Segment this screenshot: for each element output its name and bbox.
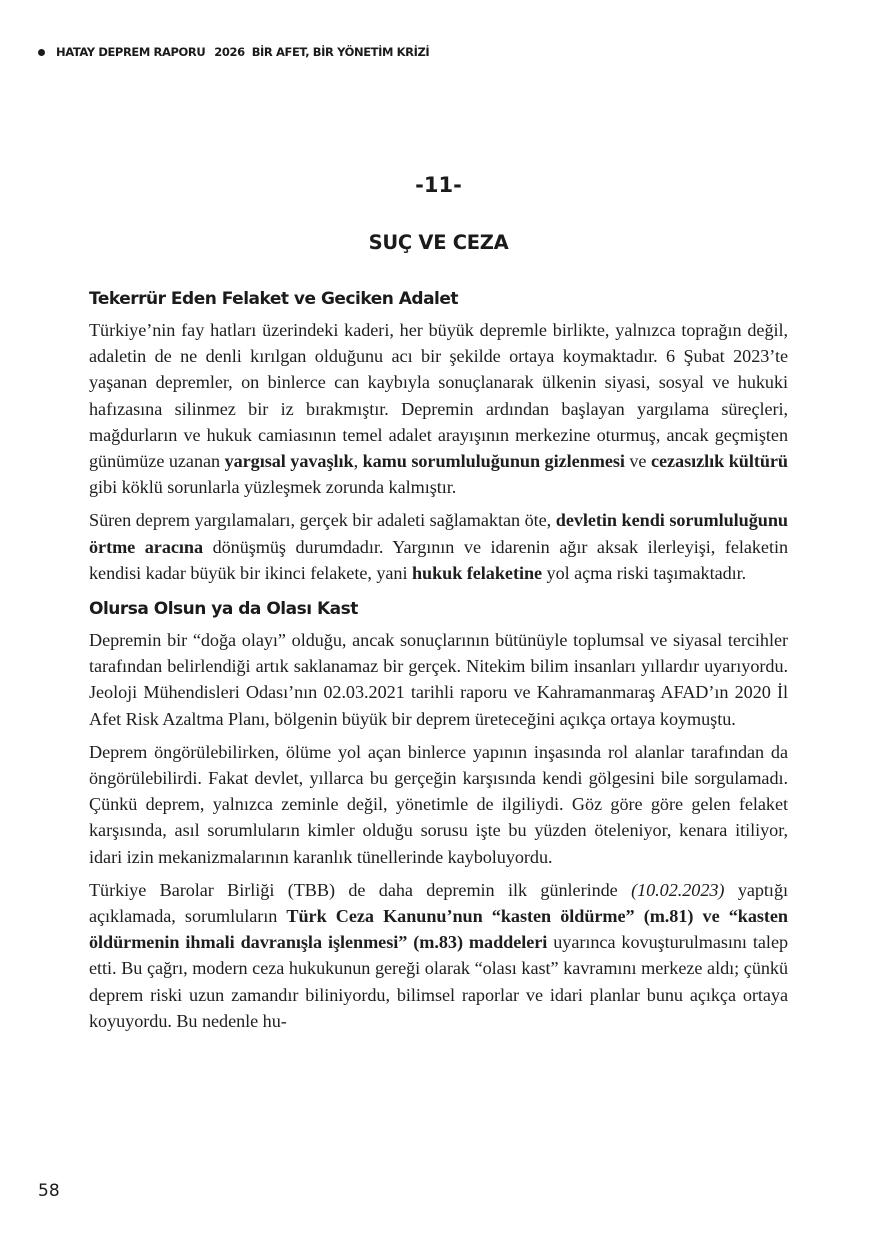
paragraph xyxy=(89,317,788,500)
running-header-year: 2026 xyxy=(214,45,245,59)
text-run: Türkiye Barolar Birliği (TBB) de daha depremin ilk günlerinde xyxy=(89,879,632,900)
chapter-number: -11- xyxy=(415,173,462,197)
running-header xyxy=(38,45,429,59)
paragraph xyxy=(89,739,788,870)
text-run: Deprem öngörülebilirken, ölüme yol açan binlerce yapının inşasında rol alanlar tarafından da öngörülebilirdi. Fakat devlet, yıllarca bu gerçeğin karşısında kendi gölgesini bile sorgulamadı. Çünkü deprem, yalnızca zeminle değil, yönetimle de ilgiliydi. Göz göre göre gelen felaket karşısında, asıl sorumluların kimler olduğu sorusu işte bu yüzden öteleniyor, kenara itiliyor, idari izin mekanizmalarının karanlık tünellerinde kayboluyordu. xyxy=(89,741,788,867)
bold-text: yargısal yavaşlık xyxy=(224,451,354,472)
section-heading: Tekerrür Eden Felaket ve Geciken Adalet xyxy=(89,289,459,309)
chapter-title: SUÇ VE CEZA xyxy=(368,231,509,254)
paragraph xyxy=(89,627,788,732)
section-heading: Olursa Olsun ya da Olası Kast xyxy=(89,599,358,620)
paragraph xyxy=(89,507,788,586)
text-run: gibi köklü sorunlarla yüzleşmek zorunda kalmıştır. xyxy=(89,477,457,498)
text-run: , xyxy=(353,451,363,472)
running-header-title: HATAY DEPREM RAPORU xyxy=(56,45,206,59)
bold-text: Türk Ceza Kanunu’nun “kasten öldürme” (m.81) ve “kasten öldürmenin ihmali davranışla işlenmesi” (m.83) maddeleri xyxy=(89,906,788,953)
body-content xyxy=(89,287,788,1041)
page-number: 58 xyxy=(38,1181,60,1201)
text-run: dönüşmüş durumdadır. Yargının ve idarenin ağır aksak ilerleyişi, felaketin kendisi kadar büyük bir ikinci felakete, yani xyxy=(89,536,789,583)
bold-text: devletin kendi sorumluluğunu örtme aracına xyxy=(89,510,788,557)
text-run: Süren deprem yargılamaları, gerçek bir adaleti sağlamaktan öte, xyxy=(89,510,556,531)
text-run: yol açma riski taşımaktadır. xyxy=(542,562,747,583)
bold-text: cezasızlık kültürü xyxy=(650,451,788,472)
text-run: Depremin bir “doğa olayı” olduğu, ancak sonuçlarının bütünüyle toplumsal ve siyasal tercihler tarafından belirlendiği artık saklanamaz bir gerçek. Nitekim bilim insanları yıllardır uyarıyordu. Jeoloji Mühendisleri Odası’nın 02.03.2021 tarihli raporu ve Kahramanmaraş AFAD’ın 2020 İl Afet Risk Azaltma Planı, bölgenin büyük bir deprem üreteceğini açıkça ortaya koymuştu. xyxy=(89,630,788,729)
bold-text: kamu sorumluluğunun gizlenmesi xyxy=(362,451,625,472)
italic-text: (10.02.2023) xyxy=(631,879,725,900)
text-run: yaptığı açıklamada, sorumluların xyxy=(89,879,788,927)
text-run: Türkiye’nin fay hatları üzerindeki kaderi, her büyük depremle birlikte, yalnızca toprağın değil, adaletin de ne denli kırılgan olduğunu acı bir şekilde ortaya koymaktadır. 6 Şubat 2023’te yaşanan depremler, on binlerce can kaybıyla sonuçlanarak ülkenin siyasi, sosyal ve hukuki hafızasına silinmez bir iz bırakmıştır. Depremin ardından başlayan yargılama süreçleri, mağdurların ve hukuk camiasının temel adalet arayışının merkezine oturmuş, ancak geçmişten günümüze uzanan xyxy=(89,320,788,472)
text-run: ve xyxy=(624,451,651,472)
paragraph xyxy=(89,877,788,1034)
bullet-icon xyxy=(38,49,45,56)
text-run: uyarınca kovuşturulmasını talep etti. Bu çağrı, modern ceza hukukunun gereği olarak “olası kast” kavramını merkeze aldı; çünkü deprem riski uzun zamandır biliniyordu, bilimsel raporlar ve idari planlar bunu açıkça ortaya koyuyordu. Bu nedenle hu- xyxy=(89,932,789,1031)
bold-text: hukuk felaketine xyxy=(411,562,543,583)
running-header-subtitle: BİR AFET, BİR YÖNETİM KRİZİ xyxy=(251,45,430,59)
